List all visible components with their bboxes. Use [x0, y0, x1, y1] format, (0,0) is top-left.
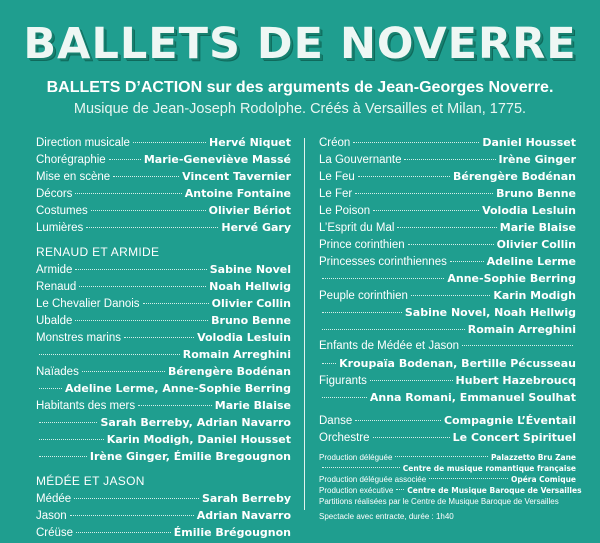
credit-name: Bérengère Bodénan: [168, 365, 291, 378]
dot-leader: [322, 397, 367, 398]
credit-name: Bérengère Bodénan: [453, 170, 576, 183]
dot-leader: [355, 193, 493, 194]
dot-leader: [462, 345, 573, 346]
credit-name: Opéra Comique: [510, 475, 576, 484]
dot-leader: [86, 227, 218, 228]
credit-row: [319, 474, 576, 485]
credit-row: [36, 295, 291, 312]
dot-leader: [450, 261, 484, 262]
credit-name: Centre de musique romantique française: [402, 464, 576, 473]
credit-name: Sabine Novel, Noah Hellwig: [404, 306, 576, 319]
dot-leader: [75, 193, 181, 194]
credit-row: [319, 412, 576, 429]
credit-role: Le Fer: [319, 188, 353, 200]
credit-role: Lumières: [36, 222, 84, 234]
credit-name: Karin Modigh: [493, 289, 576, 302]
credit-role: Prince corinthien: [319, 239, 405, 251]
credit-row: [36, 346, 291, 363]
subtitle: BALLETS D’ACTION sur des arguments de Jean-Georges Noverre.: [46, 79, 554, 96]
credit-name: Romain Arreghini: [182, 348, 291, 361]
credit-name: Vincent Tavernier: [182, 170, 291, 183]
credit-row: [319, 355, 576, 372]
credit-row: [36, 219, 291, 236]
dot-leader: [76, 532, 171, 533]
credit-row: [319, 287, 576, 304]
credit-name: Marie Blaise: [499, 221, 576, 234]
credit-role: L’Esprit du Mal: [319, 222, 395, 234]
credit-role: Armide: [36, 264, 73, 276]
credits-list: [36, 134, 291, 236]
credit-name: Hervé Gary: [221, 221, 291, 234]
credit-row: [319, 151, 576, 168]
dot-leader: [39, 456, 87, 457]
credit-name: Antoine Fontaine: [184, 187, 291, 200]
credit-name: Hervé Niquet: [209, 136, 291, 149]
credit-row: [319, 452, 576, 463]
credit-row: [319, 134, 576, 151]
credit-role: Renaud: [36, 281, 77, 293]
credit-role: Décors: [36, 188, 73, 200]
credit-name: Karin Modigh, Daniel Housset: [106, 433, 291, 446]
renaud-cast-list: [36, 261, 291, 465]
credit-role: Danse: [319, 415, 353, 427]
credit-row: [36, 448, 291, 465]
ensembles-list: [319, 412, 576, 446]
dot-leader: [358, 176, 450, 177]
credit-role: Production exécutive: [319, 486, 394, 495]
credit-name: Anne-Sophie Berring: [447, 272, 576, 285]
credit-row: [36, 202, 291, 219]
credit-name: Marie-Geneviève Massé: [143, 153, 291, 166]
credit-role: Le Poison: [319, 205, 371, 217]
credit-row: [36, 185, 291, 202]
dot-leader: [355, 420, 441, 421]
section-heading-renaud: RENAUD ET ARMIDE: [36, 245, 160, 259]
credit-name: Centre de Musique Baroque de Versailles: [407, 486, 582, 495]
dot-leader: [370, 380, 453, 381]
credit-name: Olivier Collin: [211, 297, 291, 310]
section-heading-medee: MÉDÉE ET JASON: [36, 474, 145, 488]
credit-row: [319, 463, 576, 474]
credit-name: Émilie Brégougnon: [173, 526, 291, 539]
column-divider: [304, 138, 305, 510]
credit-name: Marie Blaise: [214, 399, 291, 412]
credit-row: [319, 253, 576, 270]
credit-role: Le Feu: [319, 171, 355, 183]
credit-role: Mise en scène: [36, 171, 111, 183]
dot-leader: [429, 478, 508, 479]
credit-role: Jason: [36, 510, 67, 522]
credit-name: Noah Hellwig: [209, 280, 291, 293]
credit-name: Olivier Bériot: [208, 204, 291, 217]
credit-name: Daniel Housset: [482, 136, 576, 149]
credit-role: Figurants: [319, 375, 367, 387]
credit-role: Ubalde: [36, 315, 73, 327]
credit-row: [319, 485, 582, 496]
dot-leader: [39, 422, 97, 423]
dot-leader: [408, 244, 494, 245]
credit-name: Adeline Lerme, Anne-Sophie Berring: [65, 382, 291, 395]
dot-leader: [396, 489, 404, 490]
medee-cast-list-continued: [319, 134, 576, 406]
credit-row: [319, 304, 576, 321]
credit-row: [36, 380, 291, 397]
dot-leader: [39, 439, 104, 440]
credit-role: Costumes: [36, 205, 88, 217]
credit-name: Le Concert Spirituel: [452, 431, 576, 444]
credit-name: Irène Ginger, Émilie Bregougnon: [89, 450, 291, 463]
credit-role: Enfants de Médée et Jason: [319, 340, 460, 352]
credit-row: [319, 185, 576, 202]
credit-role: Peuple corinthien: [319, 290, 408, 302]
credit-row: [319, 168, 576, 185]
credit-row: [36, 524, 291, 541]
dot-leader: [113, 176, 179, 177]
credit-name: Anna Romani, Emmanuel Soulhat: [369, 391, 576, 404]
dot-leader: [397, 227, 496, 228]
credit-name: Irène Ginger: [498, 153, 576, 166]
credit-role: Direction musicale: [36, 137, 130, 149]
credit-row: [36, 168, 291, 185]
credit-row: [319, 202, 576, 219]
credit-row: [36, 363, 291, 380]
credit-row: [319, 389, 576, 406]
dot-leader: [82, 371, 165, 372]
credit-name: Adrian Navarro: [196, 509, 291, 522]
credit-row: [319, 321, 576, 338]
credit-name: Volodia Lesluin: [482, 204, 576, 217]
dot-leader: [133, 142, 206, 143]
partitions-note: Partitions réalisées par le Centre de Musique Baroque de Versailles: [319, 497, 559, 506]
dot-leader: [411, 295, 490, 296]
credit-role: Monstres marins: [36, 332, 121, 344]
credit-role: La Gouvernante: [319, 154, 402, 166]
credit-role: Princesses corinthiennes: [319, 256, 447, 268]
dot-leader: [75, 269, 206, 270]
credit-role: Chorégraphie: [36, 154, 106, 166]
dot-leader: [373, 210, 479, 211]
credit-name: Sabine Novel: [209, 263, 291, 276]
dot-leader: [39, 354, 180, 355]
credit-row: [319, 429, 576, 446]
dot-leader: [70, 515, 194, 516]
dot-leader: [322, 363, 336, 364]
credit-row: [319, 236, 576, 253]
credit-role: Orchestre: [319, 432, 370, 444]
credit-row: [36, 134, 291, 151]
dot-leader: [322, 312, 402, 313]
credit-name: Romain Arreghini: [467, 323, 576, 336]
credit-name: Bruno Benne: [496, 187, 576, 200]
credit-role: Médée: [36, 493, 72, 505]
dot-leader: [322, 329, 465, 330]
credit-role: Production déléguée associée: [319, 475, 427, 484]
dot-leader: [395, 456, 488, 457]
duration-note: Spectacle avec entracte, durée : 1h40: [319, 512, 454, 521]
right-column: [319, 134, 582, 521]
credit-role: Habitants des mers: [36, 400, 136, 412]
dot-leader: [404, 159, 495, 160]
production-list: [319, 452, 582, 496]
credit-row: [36, 312, 291, 329]
credit-role: Naïades: [36, 366, 79, 378]
credit-row: [319, 338, 576, 355]
dot-leader: [322, 467, 400, 468]
credit-row: [36, 261, 291, 278]
dot-leader: [322, 278, 444, 279]
page-title: BALLETS DE NOVERRE: [23, 19, 577, 69]
dot-leader: [373, 437, 450, 438]
credit-row: [36, 431, 291, 448]
credit-name: Sarah Berreby, Adrian Navarro: [100, 416, 291, 429]
left-column: [36, 134, 291, 541]
credit-row: [36, 329, 291, 346]
credit-name: Hubert Hazebroucq: [455, 374, 576, 387]
credit-name: Olivier Collin: [496, 238, 576, 251]
credit-row: [36, 278, 291, 295]
credit-role: Production déléguée: [319, 453, 393, 462]
credit-row: [36, 397, 291, 414]
dot-leader: [138, 405, 212, 406]
credit-name: Adeline Lerme: [486, 255, 576, 268]
credit-name: Volodia Lesluin: [197, 331, 291, 344]
credit-role: Le Chevalier Danois: [36, 298, 140, 310]
credit-row: [36, 507, 291, 524]
credit-row: [36, 414, 291, 431]
dot-leader: [74, 498, 199, 499]
dot-leader: [143, 303, 209, 304]
credit-row: [36, 151, 291, 168]
dot-leader: [353, 142, 479, 143]
dot-leader: [109, 159, 141, 160]
credit-name: Palazzetto Bru Zane: [490, 453, 576, 462]
credit-row: [319, 219, 576, 236]
music-credit-line: Musique de Jean-Joseph Rodolphe. Créés à Versailles et Milan, 1775.: [73, 101, 527, 117]
dot-leader: [91, 210, 206, 211]
credit-name: Sarah Berreby: [201, 492, 291, 505]
credit-row: [319, 270, 576, 287]
credit-role: Créüse: [36, 527, 74, 539]
credit-row: [319, 372, 576, 389]
dot-leader: [79, 286, 206, 287]
credit-row: [36, 490, 291, 507]
medee-cast-list: [36, 490, 291, 541]
dot-leader: [39, 388, 62, 389]
credit-name: Kroupaïa Bodenan, Bertille Pécusseau: [339, 357, 576, 370]
credit-role: Créon: [319, 137, 351, 149]
dot-leader: [124, 337, 194, 338]
credit-name: Compagnie L’Éventail: [443, 414, 576, 427]
credit-name: Bruno Benne: [211, 314, 291, 327]
dot-leader: [75, 320, 208, 321]
